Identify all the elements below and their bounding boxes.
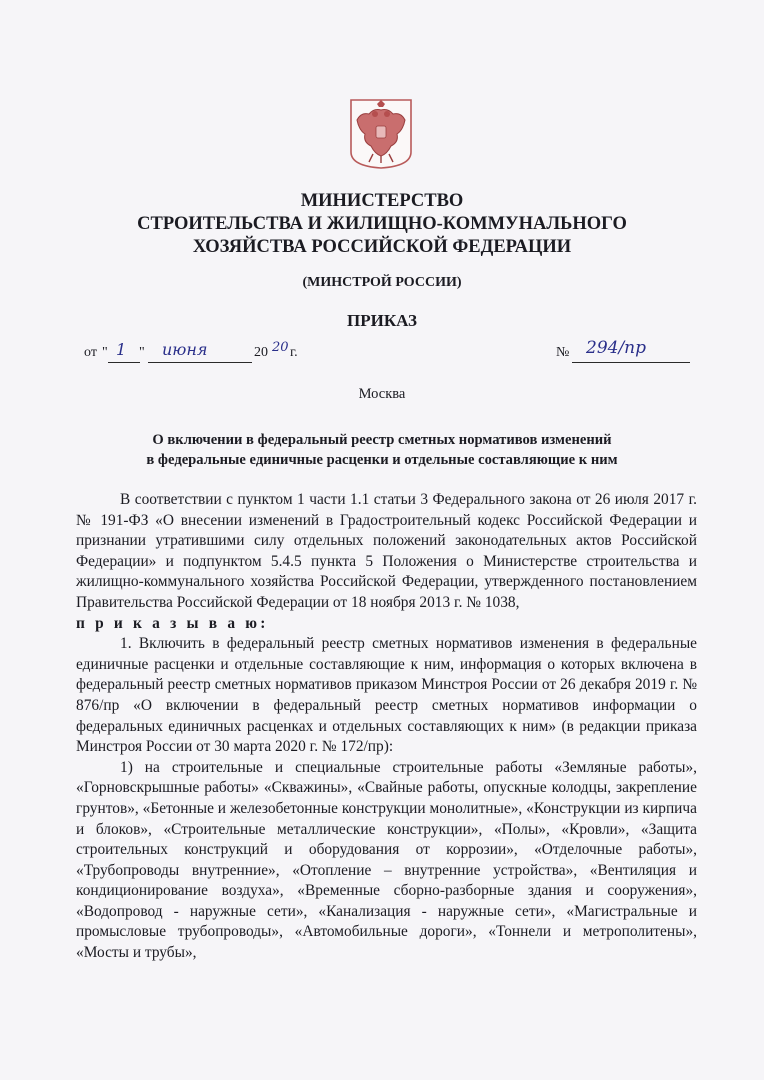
- order-body: [76, 490, 697, 964]
- order-number: 294/пр: [586, 338, 647, 358]
- order-number-prefix: №: [556, 345, 570, 360]
- coat-of-arms-icon: [347, 96, 415, 170]
- subitem-1-paragraph: 1) на строительные и специальные строительные работы «Земляные работы», «Горновскрышные работы» «Скважины», «Свайные работы, опускные колодцы, закрепление грунтов», «Бетонные и железобетонные конструкции монолитные», «Конструкции из кирпича и блоков», «Строительные металлические конструкции», «Полы», «Кровли», «Защита строительных конструкций и оборудования от коррозии», «Отделочные работы», «Трубопроводы внутренние», «Отопление – внутренние устройства», «Вентиляция и кондиционирование воздуха», «Временные сборно-разборные здания и сооружения», «Водопровод - наружные сети», «Канализация - наружные сети», «Магистральные и промысловые трубопроводы», «Автомобильные дороги», «Тоннели и метрополитены», «Мосты и трубы»,: [76, 758, 697, 962]
- date-day: 1: [116, 340, 127, 359]
- preamble-paragraph: В соответствии с пунктом 1 части 1.1 статьи 3 Федерального закона от 26 июля 2017 г. № 191-ФЗ «О внесении изменений в Градостроительный кодекс Российской Федерации и признании утратившими силу отдельных положений законодательных актов Российской Федерации» и подпунктом 5.4.5 пункта 5 Положения о Министерстве строительства и жилищно-коммунального хозяйства Российской Федерации, утвержденного постановлением Правительства Российской Федерации от 18 ноября 2013 г. № 1038,: [76, 491, 697, 611]
- subject-line-1: О включении в федеральный реестр сметных нормативов изменений: [152, 432, 612, 448]
- ministry-name-line-3: ХОЗЯЙСТВА РОССИЙСКОЙ ФЕДЕРАЦИИ: [192, 237, 572, 257]
- order-word: п р и к а з ы в а ю:: [76, 614, 269, 632]
- date-year-printed: 20: [254, 345, 268, 360]
- date-open-quote: ": [102, 345, 108, 360]
- document-type: ПРИКАЗ: [347, 311, 417, 330]
- date-close-quote: ": [139, 345, 145, 360]
- ministry-abbreviation: (МИНСТРОЙ РОССИИ): [302, 275, 462, 290]
- date-prefix: от: [84, 345, 97, 360]
- date-year-handwritten: 20: [272, 340, 289, 355]
- ministry-name-line-2: СТРОИТЕЛЬСТВА И ЖИЛИЩНО-КОММУНАЛЬНОГО: [137, 214, 627, 234]
- date-year-suffix: г.: [290, 345, 298, 360]
- date-month: июня: [162, 340, 208, 359]
- subject-line-2: в федеральные единичные расценки и отдельные составляющие к ним: [146, 452, 618, 468]
- date-number-line: [84, 340, 684, 366]
- city: Москва: [358, 386, 406, 402]
- order-subject: [0, 430, 764, 470]
- ministry-name-line-1: МИНИСТЕРСТВО: [300, 191, 464, 211]
- item-1-paragraph: 1. Включить в федеральный реестр сметных нормативов изменения в федеральные единичные расценки и отдельные составляющие к ним, информация о которых включена в федеральный реестр сметных нормативов приказом Минстроя России от 26 декабря 2019 г. № 876/пр «О включении в федеральный реестр сметных нормативов информации о федеральных единичных расценках и отдельных составляющих к ним» (в редакции приказа Минстроя России от 30 марта 2020 г. № 172/пр):: [76, 635, 697, 756]
